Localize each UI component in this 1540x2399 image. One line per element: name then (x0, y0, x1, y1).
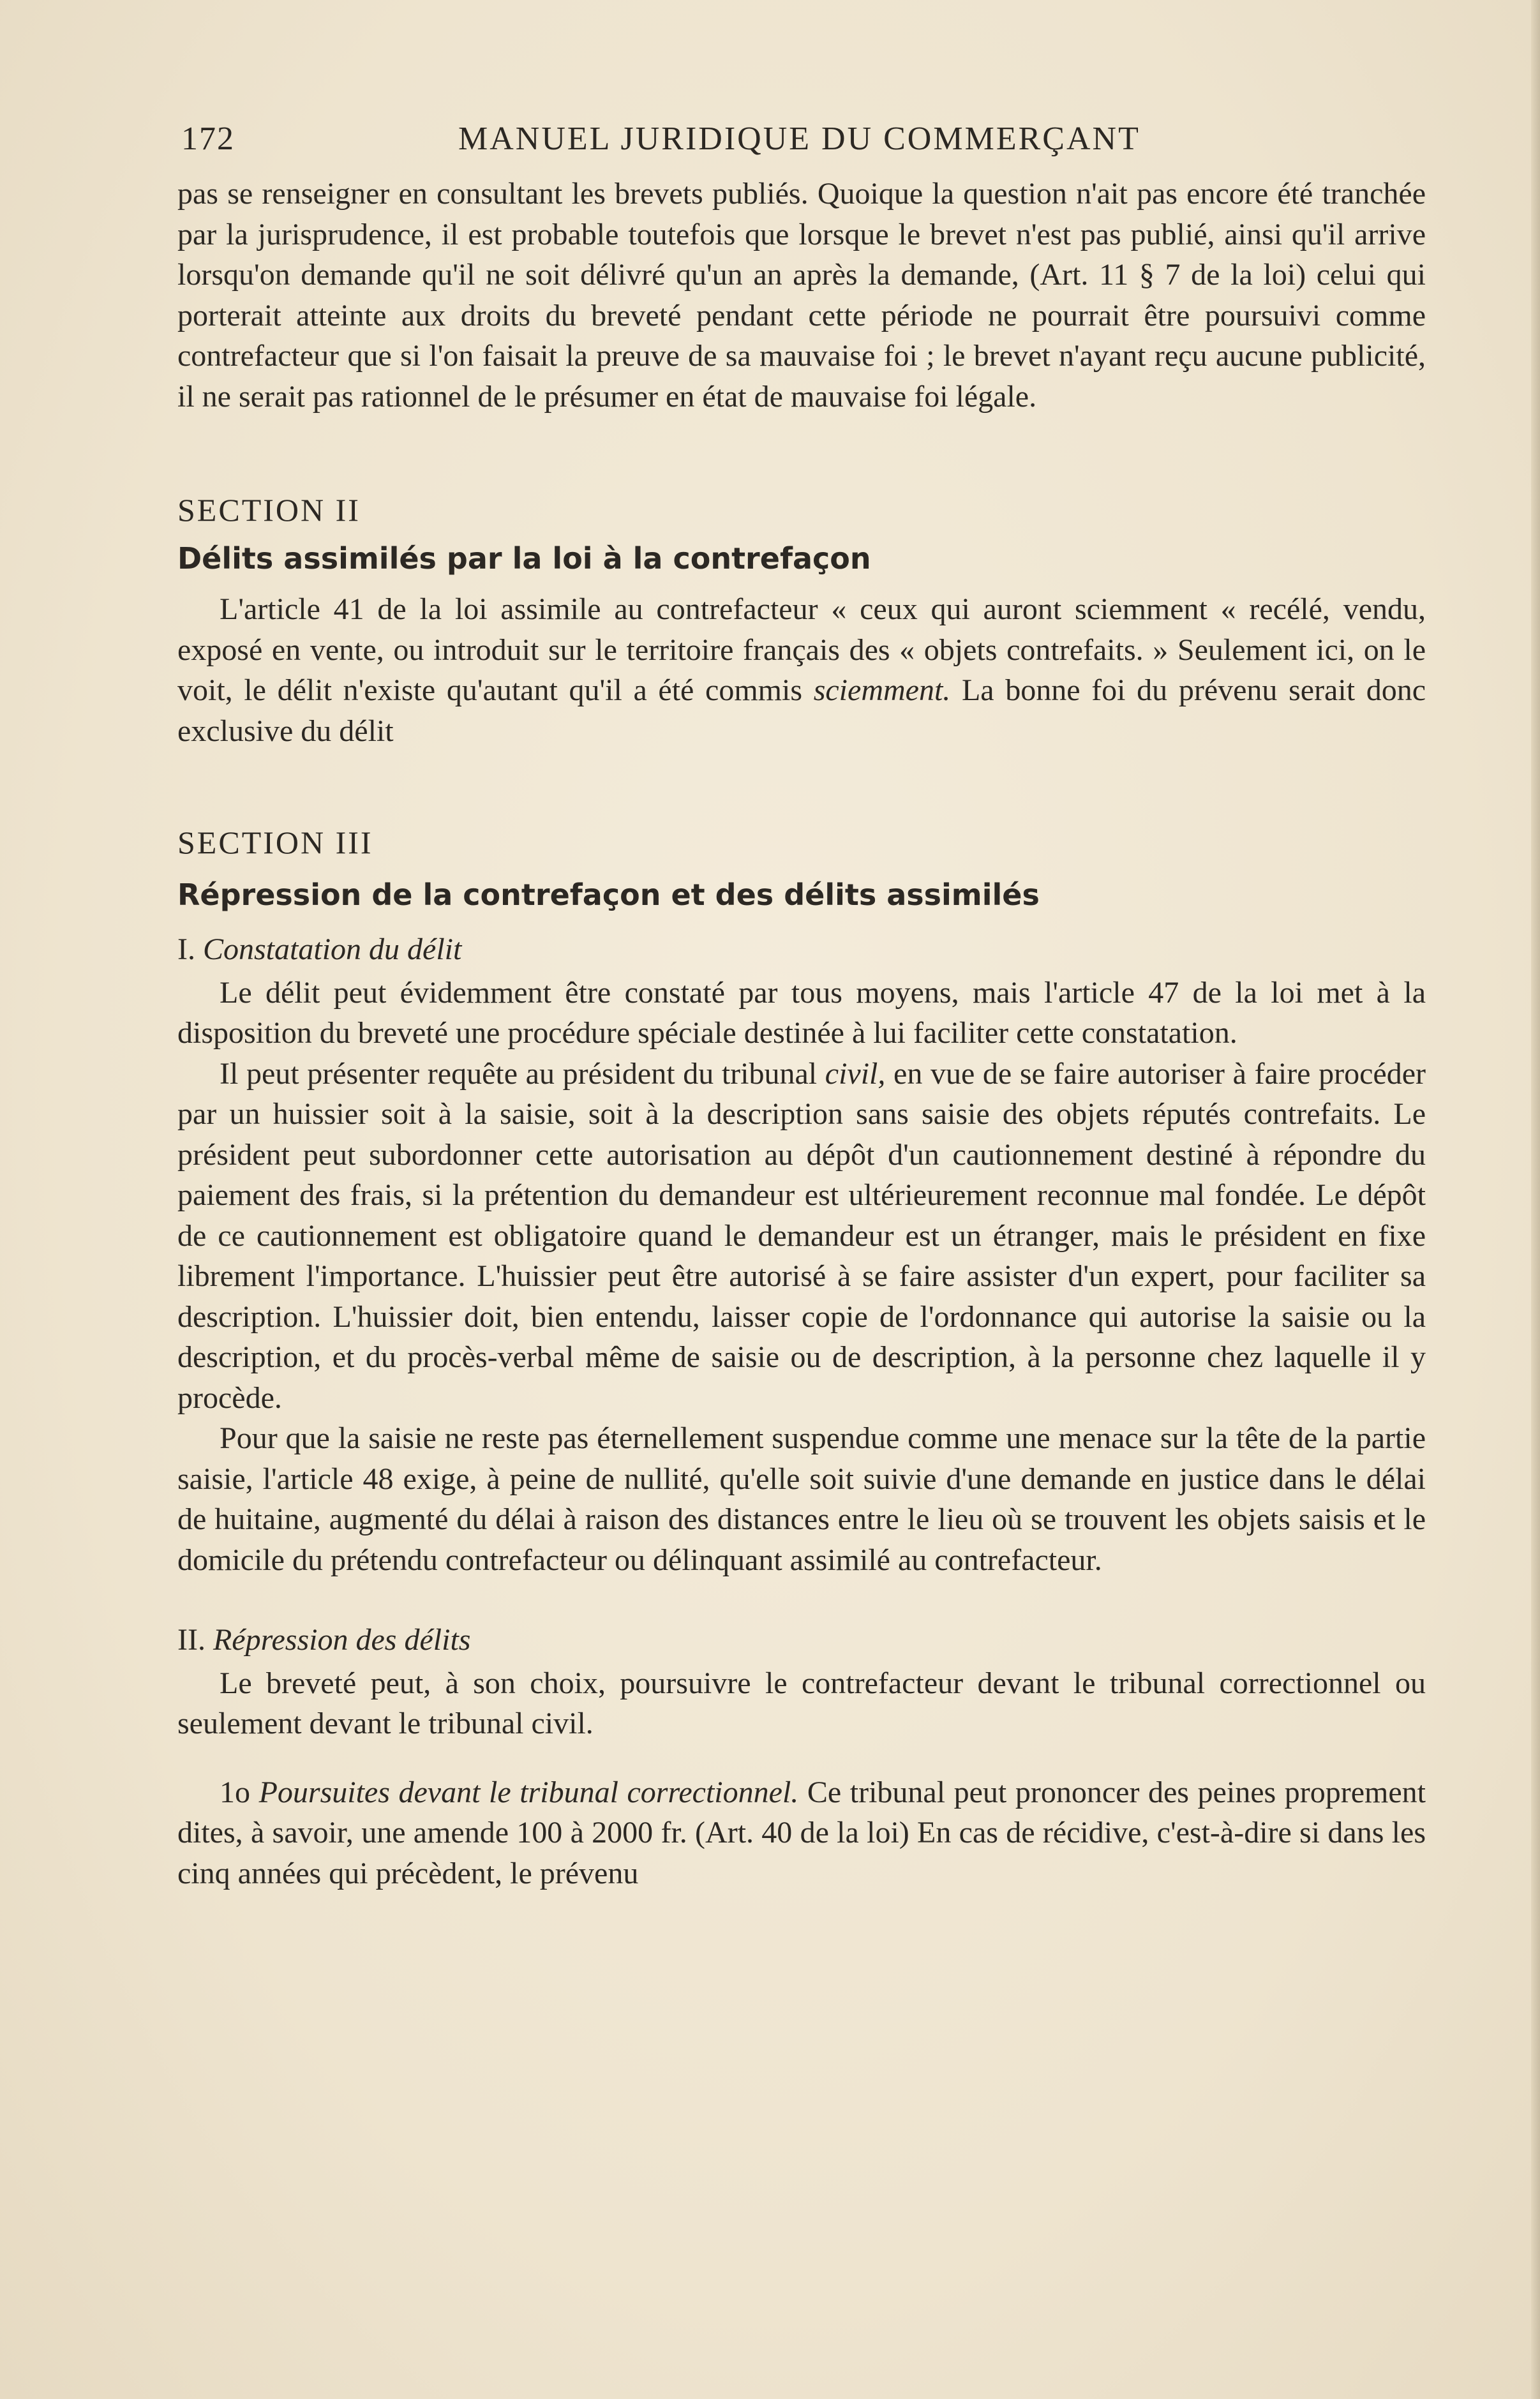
subsection-1-paragraph-3: Pour que la saisie ne reste pas éternellement suspendue comme une menace sur la tête de la partie saisie, l'article 48 exige, à peine de nullité, qu'elle soit suivie d'une demande en justice dans le délai de huitaine, augmenté du délai à raison des distances entre le lieu où se trouvent les objets saisis et le domicile du prétendu contrefacteur ou délinquant assimilé au contrefacteur. (177, 1421, 1426, 1577)
section-2-paragraph (177, 589, 1426, 751)
subsection-1-number: I. (177, 932, 195, 966)
subsection-2-title: Répression des délits (213, 1623, 471, 1657)
section-2-label: SECTION II (177, 492, 361, 528)
subsection-1-p2-text-a: Il peut présenter requête au président du tribunal (220, 1056, 825, 1091)
subsection-2-heading (177, 1620, 1426, 1661)
section-3-label: SECTION III (177, 825, 373, 860)
running-title: MANUEL JURIDIQUE DU COMMERÇANT (458, 121, 1140, 157)
subsection-1-heading (177, 929, 1426, 970)
intro-paragraph: pas se renseigner en consultant les brevets publiés. Quoique la question n'ait pas encore été tranchée par la jurisprudence, il est probable toutefois que lorsque le brevet n'est pas publié, ainsi qu'il arrive lorsqu'on demande qu'il ne soit délivré qu'un an après la demande, (Art. 11 § 7 de la loi) celui qui porterait atteinte aux droits du breveté pendant cette période ne pourrait être poursuivi comme contrefacteur que si l'on faisait la preuve de sa mauvaise foi ; le brevet n'ayant reçu aucune publicité, il ne serait pas rationnel de le présumer en état de mauvaise foi légale. (177, 177, 1426, 414)
section-3-title: Répression de la contrefaçon et des délits assimilés (177, 877, 1040, 912)
subsection-2-p2-emphasis: Poursuites devant le tribunal correctionnel. (258, 1775, 799, 1809)
section-2-title: Délits assimilés par la loi à la contrefaçon (177, 541, 871, 576)
subsection-1-p2-emphasis: civil, (825, 1056, 886, 1091)
section-2-text-a: L'article 41 de la loi assimile au contrefacteur « ceux qui auront sciemment « recélé, vendu, exposé en vente, ou introduit sur le territoire français des « objets contrefaits. » Seulement ici, on le voit, le délit n'existe qu'autant qu'il a été commis (177, 592, 1426, 707)
subsection-1-title: Constatation du délit (202, 932, 462, 966)
subsection-2-paragraph-1: Le breveté peut, à son choix, poursuivre le contrefacteur devant le tribunal correctionnel ou seulement devant le tribunal civil. (177, 1666, 1426, 1740)
subsection-2-number: II. (177, 1623, 206, 1657)
text-column (177, 108, 1426, 1894)
page-edge (1531, 0, 1540, 2399)
subsection-2-paragraph-2 (177, 1772, 1426, 1894)
page-number: 172 (181, 121, 235, 157)
subsection-2-p2-text: Ce tribunal peut prononcer des peines proprement dites, à savoir, une amende 100 à 2000 fr. (Art. 40 de la loi) En cas de récidive, c'est-à-dire si dans les cinq années qui précèdent, le prévenu (177, 1775, 1426, 1890)
subsection-1-p2-text-b: en vue de se faire autoriser à faire procéder par un huissier soit à la saisie, soit à la description sans saisie des objets réputés contrefaits. Le président peut subordonner cette autorisation au dépôt d'un cautionnement destiné à répondre du paiement des frais, si la prétention du demandeur est ultérieurement reconnue mal fondée. Le dépôt de ce cautionnement est obligatoire quand le demandeur est un étranger, mais le président en fixe librement l'importance. L'huissier peut être autorisé à se faire assister d'un expert, pour faciliter sa description. L'huissier doit, bien entendu, laisser copie de l'ordonnance qui autorise la saisie ou la description, et du procès-verbal même de saisie ou de description, à la personne chez laquelle il y procède. (177, 1056, 1426, 1415)
section-2-text-b: La bonne foi du prévenu serait donc exclusive du délit (177, 673, 1426, 748)
section-2-emphasis: sciemment. (813, 673, 951, 707)
subsection-1-paragraph-1: Le délit peut évidemment être constaté par tous moyens, mais l'article 47 de la loi met à la disposition du breveté une procédure spéciale destinée à lui faciliter cette constatation. (177, 975, 1426, 1050)
running-header (177, 108, 1426, 166)
subsection-1-paragraph-2 (177, 1054, 1426, 1419)
subsection-2-p2-number: 1o (220, 1775, 250, 1809)
